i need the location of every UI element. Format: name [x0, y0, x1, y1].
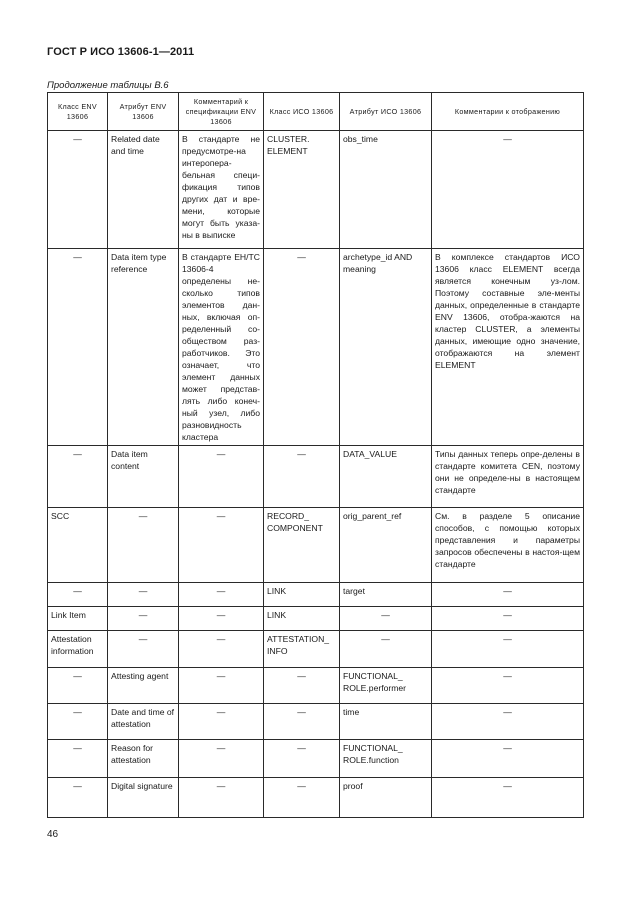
cell-env-comment: —	[179, 778, 264, 818]
cell-mapping-comment: Типы данных теперь опре-делены в стандарте комитета CEN, поэтому они не определе-ны в настоящем стандарте	[432, 446, 584, 508]
cell-iso-attribute: —	[340, 607, 432, 631]
cell-iso-attribute: archetype_id AND meaning	[340, 249, 432, 446]
col-header-iso-class: Класс ИСО 13606	[264, 93, 340, 131]
cell-mapping-comment: —	[432, 740, 584, 778]
table-row	[48, 668, 584, 704]
cell-env-class: —	[48, 131, 108, 249]
cell-mapping-comment: —	[432, 778, 584, 818]
cell-iso-class: LINK	[264, 607, 340, 631]
cell-env-class: —	[48, 704, 108, 740]
table-caption: Продолжение таблицы B.6	[47, 80, 169, 91]
cell-env-attribute: —	[108, 607, 179, 631]
table-row	[48, 131, 584, 249]
cell-iso-attribute: orig_parent_ref	[340, 508, 432, 583]
cell-mapping-comment: —	[432, 704, 584, 740]
col-header-iso-attribute: Атрибут ИСО 13606	[340, 93, 432, 131]
cell-iso-class: —	[264, 704, 340, 740]
table-row	[48, 778, 584, 818]
cell-iso-attribute: time	[340, 704, 432, 740]
cell-env-class: —	[48, 740, 108, 778]
cell-env-class: Link Item	[48, 607, 108, 631]
cell-iso-attribute: FUNCTIONAL_ ROLE.performer	[340, 668, 432, 704]
cell-env-attribute: Attesting agent	[108, 668, 179, 704]
cell-mapping-comment: —	[432, 583, 584, 607]
cell-iso-class: —	[264, 668, 340, 704]
cell-env-comment: —	[179, 631, 264, 668]
cell-env-attribute: Date and time of attestation	[108, 704, 179, 740]
cell-env-class: —	[48, 446, 108, 508]
cell-env-comment: —	[179, 607, 264, 631]
cell-env-class: —	[48, 249, 108, 446]
cell-iso-attribute: obs_time	[340, 131, 432, 249]
cell-iso-class: LINK	[264, 583, 340, 607]
cell-iso-attribute: —	[340, 631, 432, 668]
cell-iso-class: —	[264, 778, 340, 818]
cell-env-attribute: Data item content	[108, 446, 179, 508]
cell-mapping-comment: См. в разделе 5 описание способов, с помощью которых представления и параметры запросов обеспечены в настоя-щем стандарте	[432, 508, 584, 583]
cell-env-comment: —	[179, 583, 264, 607]
table-row	[48, 446, 584, 508]
cell-iso-attribute: proof	[340, 778, 432, 818]
cell-env-attribute: Reason for attestation	[108, 740, 179, 778]
cell-env-class: SCC	[48, 508, 108, 583]
col-header-env-comment: Комментарий к спецификации ENV 13606	[179, 93, 264, 131]
cell-iso-attribute: FUNCTIONAL_ ROLE.function	[340, 740, 432, 778]
cell-env-attribute: Data item type reference	[108, 249, 179, 446]
cell-env-attribute: —	[108, 508, 179, 583]
cell-env-attribute: Digital signature	[108, 778, 179, 818]
cell-mapping-comment: В комплексе стандартов ИСО 13606 класс ELEMENT всегда является конечным уз-лом. Поэтому составные эле-менты данных, определенные в стандарте ENV 13606, отобра-жаются на кластер CLUSTER, а элементы данных, имеющие одно значение, отображаются на элемент ELEMENT	[432, 249, 584, 446]
cell-iso-class: —	[264, 740, 340, 778]
cell-env-class: —	[48, 583, 108, 607]
cell-env-attribute: —	[108, 631, 179, 668]
table-row	[48, 704, 584, 740]
cell-mapping-comment: —	[432, 131, 584, 249]
cell-env-class: —	[48, 778, 108, 818]
cell-iso-class: ATTESTATION_ INFO	[264, 631, 340, 668]
page-number: 46	[47, 829, 59, 840]
mapping-table	[47, 92, 584, 818]
cell-iso-class: RECORD_ COMPONENT	[264, 508, 340, 583]
col-header-env-class: Класс ENV 13606	[48, 93, 108, 131]
col-header-mapping-comment: Комментарии к отображению	[432, 93, 584, 131]
table-header-row	[48, 93, 584, 131]
cell-mapping-comment: —	[432, 631, 584, 668]
cell-env-comment: —	[179, 704, 264, 740]
cell-env-attribute: —	[108, 583, 179, 607]
cell-env-comment: В стандарте EH/TC 13606-4 определены не-сколько типов элементов дан-ных, включая оп-ределенный со-обществом раз-работчиков. Это означает, что элемент данных может представ-лять либо конеч-ный узел, либо разновидность кластера	[179, 249, 264, 446]
cell-mapping-comment: —	[432, 607, 584, 631]
cell-iso-attribute: DATA_VALUE	[340, 446, 432, 508]
cell-env-comment: —	[179, 508, 264, 583]
cell-iso-attribute: target	[340, 583, 432, 607]
cell-env-class: Attestation information	[48, 631, 108, 668]
table-row	[48, 249, 584, 446]
table-row	[48, 508, 584, 583]
cell-env-class: —	[48, 668, 108, 704]
cell-env-comment: —	[179, 740, 264, 778]
col-header-env-attribute: Атрибут ENV 13606	[108, 93, 179, 131]
cell-iso-class: CLUSTER. ELEMENT	[264, 131, 340, 249]
cell-env-comment: —	[179, 446, 264, 508]
cell-mapping-comment: —	[432, 668, 584, 704]
cell-env-comment: В стандарте не предусмотре-на интеропера-бельная специ-фикация типов других дат и вре-мени, которые могут быть указа-ны в выписке	[179, 131, 264, 249]
cell-env-attribute: Related date and time	[108, 131, 179, 249]
cell-iso-class: —	[264, 249, 340, 446]
cell-iso-class: —	[264, 446, 340, 508]
table-row	[48, 740, 584, 778]
cell-env-comment: —	[179, 668, 264, 704]
table-row	[48, 607, 584, 631]
table-row	[48, 583, 584, 607]
table-row	[48, 631, 584, 668]
document-title: ГОСТ Р ИСО 13606-1—2011	[47, 46, 195, 58]
